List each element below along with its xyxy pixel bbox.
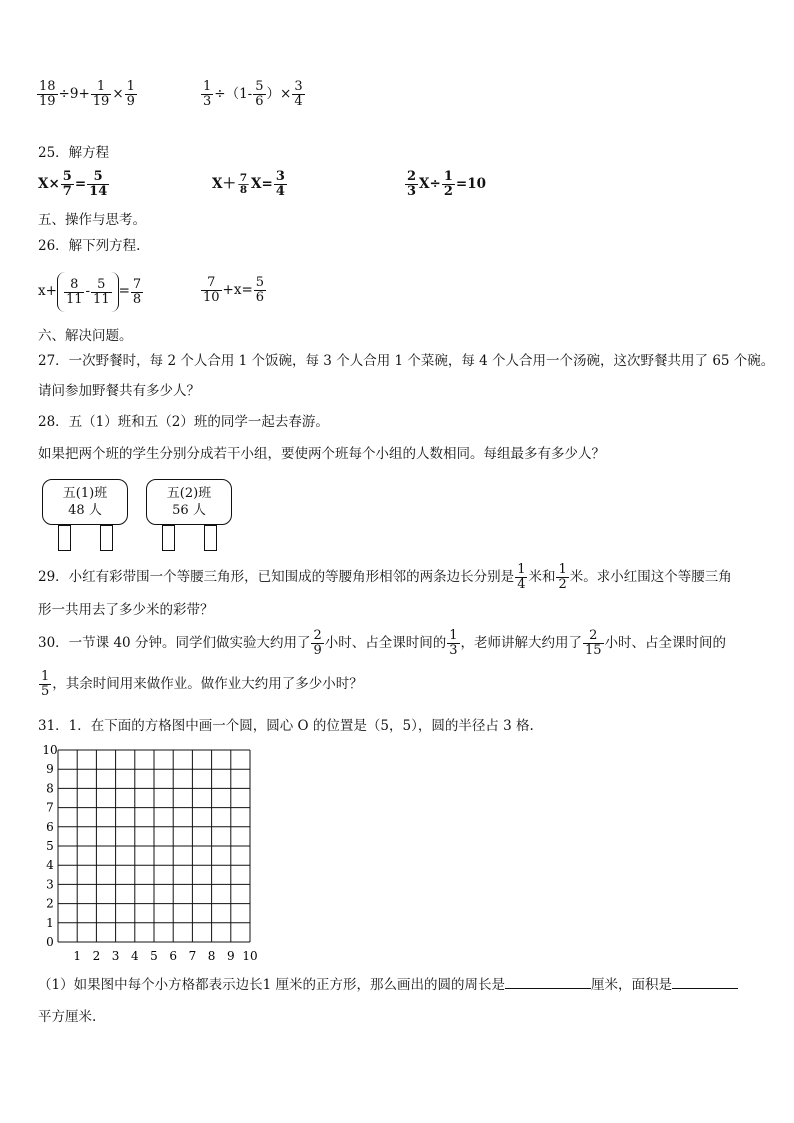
denominator: 4 bbox=[294, 94, 303, 109]
x-axis-labels bbox=[73, 949, 257, 963]
section-6-heading: 六、解决问题。 bbox=[38, 328, 133, 344]
numerator: 1 bbox=[126, 79, 135, 94]
numerator: 5 bbox=[62, 169, 72, 184]
operator: X= bbox=[251, 175, 273, 192]
class-sign-1 bbox=[42, 479, 130, 551]
y-axis-labels bbox=[42, 744, 57, 949]
x-axis-label: 5 bbox=[150, 949, 158, 963]
denominator: 6 bbox=[255, 290, 265, 305]
numerator: 3 bbox=[294, 79, 303, 94]
q31-title: 31．1．在下面的方格图中画一个圆，圆心 O 的位置是（5，5），圆的半径占 3 格. bbox=[38, 718, 534, 734]
q29-text-line-2: 形一共用去了多少米的彩带？ bbox=[38, 602, 214, 618]
denominator: 10 bbox=[203, 290, 220, 305]
q26-equation-2 bbox=[200, 276, 267, 305]
numerator: 8 bbox=[70, 276, 79, 292]
sign-class-label: 五(1)班 bbox=[62, 486, 108, 501]
prefix: X＋ bbox=[212, 175, 236, 192]
denominator: 19 bbox=[39, 94, 56, 109]
prefix: x+ bbox=[38, 283, 57, 300]
circumference-answer-blank[interactable] bbox=[505, 988, 591, 989]
x-axis-label: 4 bbox=[130, 949, 139, 963]
numerator: 2 bbox=[407, 169, 417, 184]
q28-text-line-1: 28．五（1）班和五（2）班的同学一起去春游。 bbox=[38, 414, 329, 430]
numerator: 5 bbox=[255, 275, 265, 290]
denominator: 4 bbox=[275, 184, 285, 199]
text: 小时、占全课时间的 bbox=[604, 634, 727, 651]
y-axis-label: 9 bbox=[46, 762, 54, 777]
text: ，老师讲解大约用了 bbox=[460, 634, 583, 651]
text: ，其余时间用来做作业。做作业大约用了多少小时？ bbox=[52, 675, 363, 692]
q26-equation-1 bbox=[38, 272, 144, 312]
operator: ）× bbox=[266, 85, 292, 102]
numerator: 1 bbox=[41, 669, 50, 684]
denominator: 4 bbox=[517, 577, 526, 592]
operator: ÷9+ bbox=[58, 85, 90, 102]
class-sign-2 bbox=[146, 479, 234, 551]
q25-title: 25．解方程 bbox=[38, 145, 110, 161]
q30-text-line-2 bbox=[38, 670, 363, 699]
operator: = bbox=[118, 283, 130, 300]
numerator: 1 bbox=[517, 562, 526, 577]
equals-value: =10 bbox=[455, 175, 486, 192]
text: 米和 bbox=[528, 568, 556, 585]
sign-student-count: 56 人 bbox=[172, 503, 206, 518]
q27-text-line-2: 请问参加野餐共有多少人？ bbox=[38, 383, 200, 399]
numerator: 7 bbox=[132, 276, 142, 292]
x-axis-label: 3 bbox=[111, 949, 120, 963]
numerator: 1 bbox=[449, 628, 458, 643]
y-axis-label: 8 bbox=[46, 781, 54, 796]
operator: ÷（1- bbox=[214, 85, 253, 102]
x-axis-label: 1 bbox=[73, 949, 82, 963]
numerator: 1 bbox=[558, 562, 567, 577]
x-axis-label: 6 bbox=[169, 949, 178, 963]
y-axis-label: 10 bbox=[42, 744, 58, 757]
y-axis-label: 6 bbox=[46, 819, 54, 834]
q31-sub1-line-1 bbox=[38, 979, 738, 993]
numerator: 7 bbox=[207, 275, 216, 290]
denominator: 11 bbox=[93, 291, 110, 307]
denominator: 5 bbox=[41, 684, 50, 699]
q26-title: 26．解下列方程. bbox=[38, 238, 141, 254]
numerator: 7 bbox=[239, 172, 248, 185]
q28-text-line-2: 如果把两个班的学生分别分成若干小组，要使两个班每个小组的人数相同。每组最多有多少人？ bbox=[38, 446, 605, 462]
y-axis-label: 0 bbox=[46, 935, 54, 949]
q25-equation-1 bbox=[38, 170, 110, 199]
x-axis-label: 8 bbox=[207, 949, 216, 963]
operator: × bbox=[112, 85, 124, 102]
prefix: X× bbox=[38, 175, 60, 192]
denominator: 6 bbox=[255, 94, 264, 109]
denominator: 19 bbox=[92, 94, 110, 109]
sign-class-label: 五(2)班 bbox=[166, 486, 212, 501]
operator: +x= bbox=[222, 281, 253, 298]
sign-student-count: 48 人 bbox=[68, 503, 102, 518]
operator: X÷ bbox=[419, 175, 441, 192]
text: 29．小红有彩带围一个等腰三角形，已知围成的等腰角形相邻的两条边长分别是 bbox=[38, 568, 515, 585]
denominator: 11 bbox=[65, 291, 83, 307]
denominator: 3 bbox=[203, 94, 212, 109]
denominator: 9 bbox=[126, 94, 135, 109]
numerator: 3 bbox=[275, 169, 285, 184]
text: （1）如果图中每个小方格都表示边长1 厘米的正方形，那么画出的圆的周长是 bbox=[38, 977, 505, 993]
q25-equation-3 bbox=[404, 170, 486, 199]
area-answer-blank[interactable] bbox=[672, 988, 738, 989]
denominator: 3 bbox=[407, 184, 417, 199]
numerator: 5 bbox=[255, 79, 264, 94]
operator: = bbox=[74, 175, 87, 192]
q31-sub1-line-2: 平方厘米. bbox=[38, 1009, 97, 1025]
grid-figure bbox=[34, 744, 264, 964]
q30-text-line-1 bbox=[38, 629, 726, 658]
y-axis-label: 3 bbox=[46, 877, 54, 892]
parenthesis-group bbox=[57, 272, 119, 312]
denominator: 9 bbox=[313, 643, 322, 658]
numerator: 5 bbox=[97, 276, 106, 292]
q25-equation-2 bbox=[212, 170, 288, 199]
y-axis-label: 7 bbox=[46, 800, 54, 815]
denominator: 8 bbox=[132, 291, 142, 307]
numerator: 2 bbox=[589, 628, 598, 643]
operator: - bbox=[85, 283, 91, 300]
text: 30．一节课 40 分钟。同学们做实验大约用了 bbox=[38, 634, 311, 651]
text: 小时、占全课时间的 bbox=[324, 634, 447, 651]
calc-expression-1 bbox=[36, 80, 138, 109]
text: 厘米，面积是 bbox=[590, 977, 672, 993]
denominator: 8 bbox=[239, 184, 248, 197]
x-axis-label: 2 bbox=[92, 949, 101, 963]
denominator: 15 bbox=[585, 643, 602, 658]
q27-text-line-1: 27．一次野餐时，每 2 个人合用 1 个饭碗，每 3 个人合用 1 个菜碗，每 4 个人合用一个汤碗，这次野餐共用了 65 个碗。 bbox=[38, 353, 775, 369]
denominator: 14 bbox=[89, 184, 108, 199]
denominator: 2 bbox=[558, 577, 567, 592]
y-axis-label: 5 bbox=[46, 839, 54, 853]
section-5-heading: 五、操作与思考。 bbox=[38, 212, 146, 228]
numerator: 1 bbox=[203, 79, 212, 94]
y-axis-label: 1 bbox=[46, 915, 54, 930]
denominator: 2 bbox=[443, 184, 453, 199]
grid-lines bbox=[58, 750, 250, 942]
text: 米。求小红围这个等腰三角 bbox=[569, 568, 732, 585]
denominator: 3 bbox=[449, 643, 458, 658]
y-axis-label: 2 bbox=[46, 896, 54, 911]
x-axis-label: 7 bbox=[188, 949, 197, 963]
denominator: 7 bbox=[62, 184, 72, 199]
x-axis-label: 9 bbox=[226, 949, 235, 963]
numerator: 1 bbox=[443, 169, 453, 184]
x-axis-label: 10 bbox=[242, 949, 258, 963]
calc-expression-2 bbox=[200, 80, 306, 109]
y-axis-label: 4 bbox=[46, 858, 54, 873]
numerator: 1 bbox=[96, 79, 106, 94]
numerator: 2 bbox=[313, 628, 322, 643]
numerator: 18 bbox=[39, 79, 56, 94]
numerator: 5 bbox=[93, 169, 103, 184]
q29-text-line-1 bbox=[38, 563, 732, 592]
